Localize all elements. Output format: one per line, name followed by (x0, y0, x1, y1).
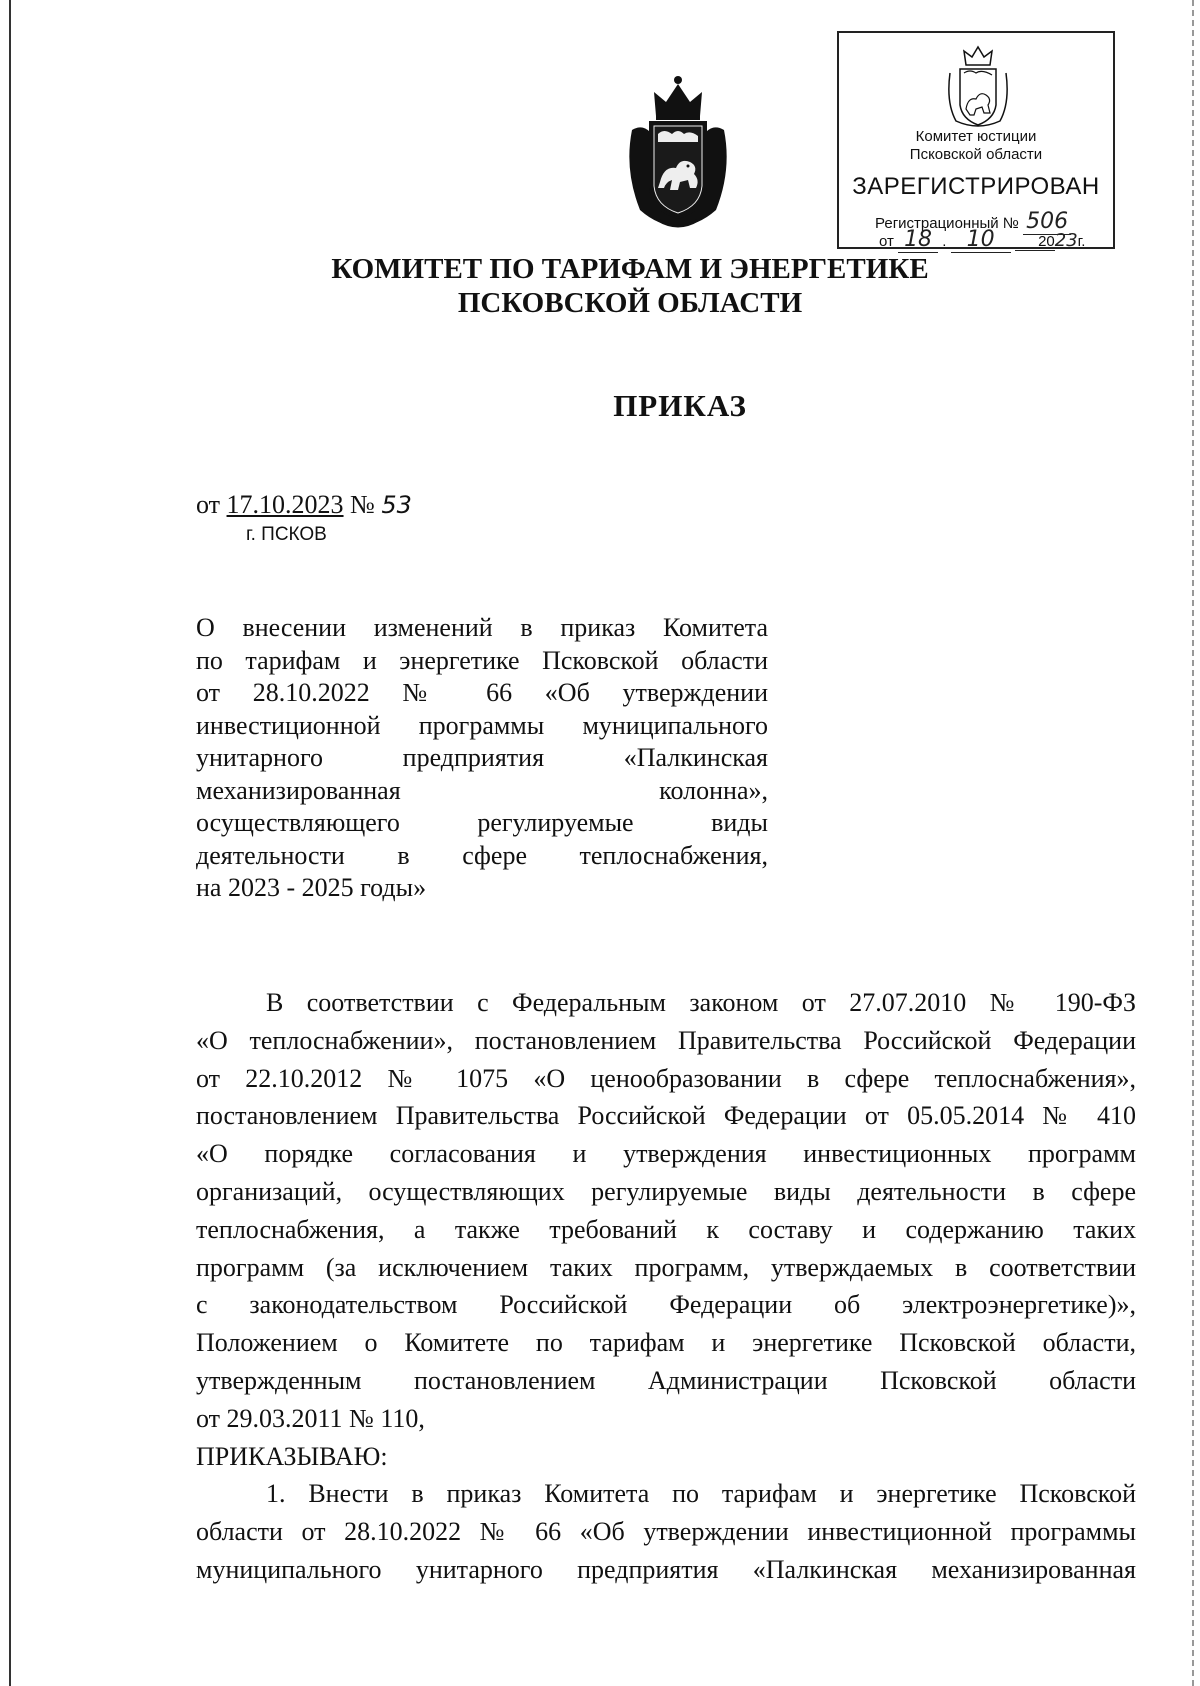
item1-line: 1. Внести в приказ Комитета по тарифам и энергетике Псковской (266, 1479, 1136, 1509)
stamp-date-year-prefix: 20 (1015, 233, 1055, 251)
stamp-date-year-suffix: 23 (1054, 230, 1078, 251)
subject-line: осуществляющего регулируемые виды (196, 808, 768, 837)
stamp-coat-of-arms-icon (944, 43, 1012, 131)
order-subject (196, 612, 768, 905)
order-date-line (196, 490, 412, 520)
stamp-date-prefix: от (879, 233, 894, 250)
subject-line: механизированная колонна», (196, 775, 768, 805)
stamp-date-suffix: г. (1077, 233, 1086, 250)
order-city: г. ПСКОВ (246, 524, 327, 545)
stamp-org-line2: Псковской области (909, 146, 1043, 163)
stamp-number-value: 506 (1023, 209, 1071, 235)
decree-word: ПРИКАЗЫВАЮ: (196, 1441, 388, 1471)
subject-line: унитарного предприятия «Палкинская (196, 743, 768, 772)
order-date-prefix: от (196, 490, 221, 519)
body-line: «О теплоснабжении», постановлением Правительства Российской Федерации (196, 1025, 1136, 1055)
body-line: утвержденным постановлением Администрации Псковской области (196, 1365, 1136, 1395)
subject-line: на 2023 - 2025 годы» (196, 873, 427, 902)
item1-line: области от 28.10.2022 № 66 «Об утверждении инвестиционной программы (196, 1517, 1136, 1547)
body-line: от 22.10.2012 № 1075 «О ценообразовании в сфере теплоснабжения», (196, 1063, 1136, 1093)
order-number-sign: № (350, 490, 375, 519)
registration-stamp (837, 31, 1115, 252)
stamp-status: ЗАРЕГИСТРИРОВАН (852, 173, 1100, 200)
stamp-date-day: 18 (898, 227, 938, 253)
item1-line: муниципального унитарного предприятия «Палкинская механизированная (196, 1554, 1136, 1584)
body-line: программ (за исключением таких программ, утверждаемых в соответствии (196, 1252, 1136, 1282)
subject-line: О внесении изменений в приказ Комитета (196, 613, 768, 642)
scan-edge-right (1192, 0, 1194, 1686)
body-line: постановлением Правительства Российской Федерации от 05.05.2014 № 410 (196, 1101, 1136, 1131)
body-line: В соответствии с Федеральным законом от 27.07.2010 № 190-ФЗ (266, 988, 1136, 1017)
scan-edge-left (9, 0, 11, 1686)
stamp-org-line1: Комитет юстиции (915, 128, 1037, 145)
order-body (196, 984, 1136, 1589)
body-line: Положением о Комитете по тарифам и энергетике Псковской области, (196, 1328, 1136, 1358)
document-type: ПРИКАЗ (613, 388, 747, 423)
organization-title (300, 252, 960, 320)
body-line: с законодательством Российской Федерации об электроэнергетике)», (196, 1290, 1136, 1320)
stamp-number-label: Регистрационный № (875, 215, 1019, 232)
body-line: теплоснабжения, а также требований к составу и содержанию таких (196, 1214, 1136, 1244)
stamp-date-month: 10 (951, 227, 1011, 253)
subject-line: инвестиционной программы муниципального (196, 710, 768, 740)
order-number: 53 (381, 491, 412, 519)
body-line: организаций, осуществляющих регулируемые виды деятельности в сфере (196, 1176, 1136, 1206)
body-line: «О порядке согласования и утверждения инвестиционных программ (196, 1139, 1136, 1169)
subject-line: деятельности в сфере теплоснабжения, (196, 840, 768, 870)
organization-title-line2: ПСКОВСКОЙ ОБЛАСТИ (457, 287, 803, 319)
stamp-date-line: от 18 . 10 2023г. (879, 227, 1086, 252)
subject-line: от 28.10.2022 № 66 «Об утверждении (196, 678, 768, 707)
coat-of-arms-icon (618, 70, 738, 230)
body-line: от 29.03.2011 № 110, (196, 1403, 425, 1433)
order-date: 17.10.2023 (226, 490, 344, 519)
organization-title-line1: КОМИТЕТ ПО ТАРИФАМ И ЭНЕРГЕТИКЕ (331, 253, 929, 285)
subject-line: по тарифам и энергетике Псковской области (196, 645, 768, 675)
